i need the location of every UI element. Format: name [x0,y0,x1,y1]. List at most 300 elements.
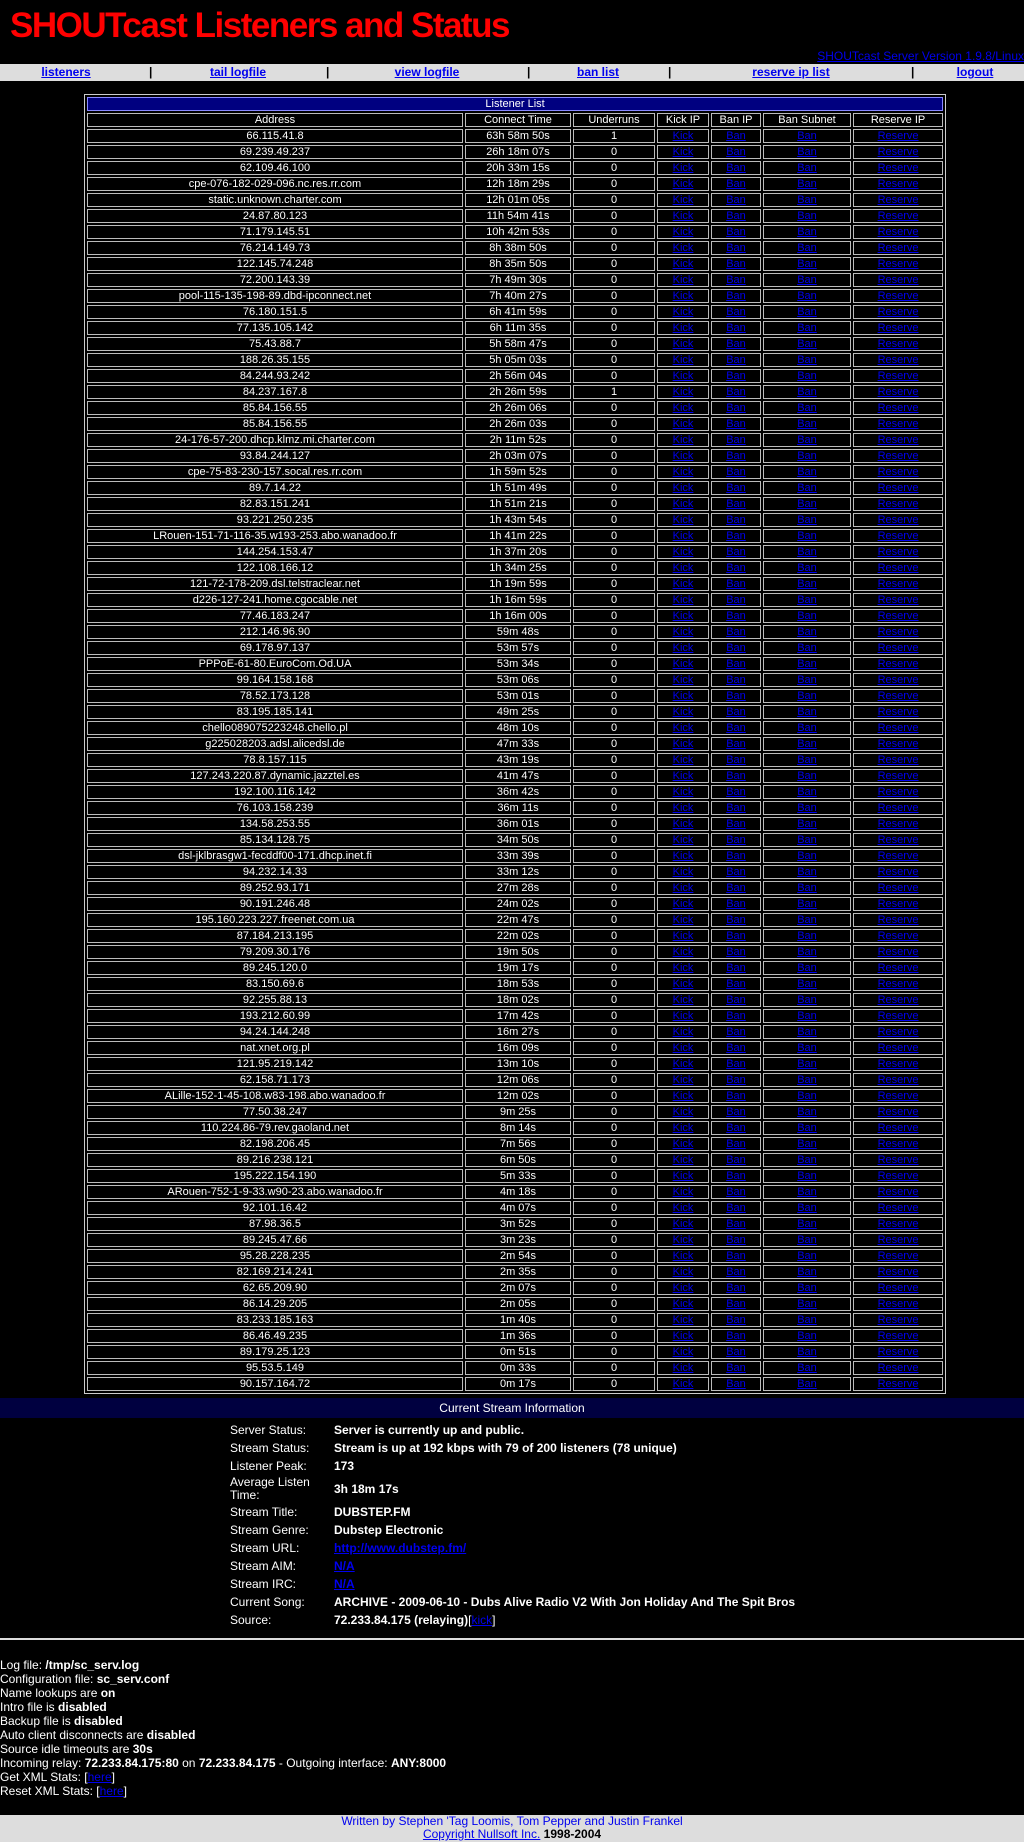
reserve-ip-link[interactable]: Reserve [877,914,919,926]
nav-listeners[interactable]: listeners [41,65,91,79]
ban-ip-link[interactable]: Ban [726,306,746,318]
ban-ip-link[interactable]: Ban [726,162,746,174]
reserve-ip-link[interactable]: Reserve [877,354,919,366]
reserve-ip-link[interactable]: Reserve [877,1250,919,1262]
ban-subnet-link[interactable]: Ban [797,1106,817,1118]
ban-ip-link[interactable]: Ban [726,386,746,398]
kick-link[interactable]: Kick [672,354,694,366]
ban-ip-link[interactable]: Ban [726,914,746,926]
reserve-ip-link[interactable]: Reserve [877,1282,919,1294]
ban-ip-link[interactable]: Ban [726,594,746,606]
ban-subnet-link[interactable]: Ban [797,178,817,190]
ban-subnet-link[interactable]: Ban [797,1074,817,1086]
ban-subnet-link[interactable]: Ban [797,242,817,254]
ban-subnet-link[interactable]: Ban [797,610,817,622]
kick-link[interactable]: Kick [672,1378,694,1390]
ban-ip-link[interactable]: Ban [726,1026,746,1038]
ban-ip-link[interactable]: Ban [726,1186,746,1198]
ban-subnet-link[interactable]: Ban [797,754,817,766]
reserve-ip-link[interactable]: Reserve [877,626,919,638]
ban-subnet-link[interactable]: Ban [797,658,817,670]
ban-ip-link[interactable]: Ban [726,578,746,590]
ban-subnet-link[interactable]: Ban [797,1362,817,1374]
kick-link[interactable]: Kick [672,1282,694,1294]
kick-link[interactable]: Kick [672,1314,694,1326]
nav-tail-logfile[interactable]: tail logfile [209,65,267,79]
kick-link[interactable]: Kick [672,1170,694,1182]
reserve-ip-link[interactable]: Reserve [877,370,919,382]
reserve-ip-link[interactable]: Reserve [877,1378,919,1390]
stream-irc-link[interactable]: N/A [334,1577,355,1591]
kick-link[interactable]: Kick [672,1042,694,1054]
reserve-ip-link[interactable]: Reserve [877,418,919,430]
ban-ip-link[interactable]: Ban [726,146,746,158]
kick-link[interactable]: Kick [672,546,694,558]
reserve-ip-link[interactable]: Reserve [877,818,919,830]
kick-link[interactable]: Kick [672,514,694,526]
reserve-ip-link[interactable]: Reserve [877,834,919,846]
kick-link[interactable]: Kick [672,338,694,350]
ban-subnet-link[interactable]: Ban [797,1218,817,1230]
reserve-ip-link[interactable]: Reserve [877,466,919,478]
ban-ip-link[interactable]: Ban [726,978,746,990]
ban-ip-link[interactable]: Ban [726,290,746,302]
kick-link[interactable]: Kick [672,306,694,318]
ban-subnet-link[interactable]: Ban [797,1154,817,1166]
ban-subnet-link[interactable]: Ban [797,834,817,846]
ban-subnet-link[interactable]: Ban [797,1122,817,1134]
reserve-ip-link[interactable]: Reserve [877,386,919,398]
ban-ip-link[interactable]: Ban [726,818,746,830]
ban-ip-link[interactable]: Ban [726,994,746,1006]
ban-ip-link[interactable]: Ban [726,898,746,910]
kick-link[interactable]: Kick [672,146,694,158]
ban-subnet-link[interactable]: Ban [797,498,817,510]
reserve-ip-link[interactable]: Reserve [877,1122,919,1134]
ban-ip-link[interactable]: Ban [726,722,746,734]
reserve-ip-link[interactable]: Reserve [877,274,919,286]
stream-url-link[interactable]: http://www.dubstep.fm/ [334,1541,467,1555]
reserve-ip-link[interactable]: Reserve [877,850,919,862]
ban-subnet-link[interactable]: Ban [797,1234,817,1246]
nav-ban-list[interactable]: ban list [576,65,620,79]
kick-link[interactable]: Kick [672,498,694,510]
ban-subnet-link[interactable]: Ban [797,690,817,702]
reserve-ip-link[interactable]: Reserve [877,770,919,782]
ban-ip-link[interactable]: Ban [726,338,746,350]
kick-link[interactable]: Kick [672,786,694,798]
kick-link[interactable]: Kick [672,914,694,926]
ban-ip-link[interactable]: Ban [726,1330,746,1342]
ban-subnet-link[interactable]: Ban [797,258,817,270]
ban-subnet-link[interactable]: Ban [797,1170,817,1182]
reserve-ip-link[interactable]: Reserve [877,1106,919,1118]
ban-subnet-link[interactable]: Ban [797,1090,817,1102]
ban-ip-link[interactable]: Ban [726,226,746,238]
ban-ip-link[interactable]: Ban [726,1042,746,1054]
ban-ip-link[interactable]: Ban [726,1314,746,1326]
kick-link[interactable]: Kick [672,594,694,606]
ban-ip-link[interactable]: Ban [726,130,746,142]
ban-subnet-link[interactable]: Ban [797,418,817,430]
ban-ip-link[interactable]: Ban [726,802,746,814]
kick-link[interactable]: Kick [672,386,694,398]
reserve-ip-link[interactable]: Reserve [877,210,919,222]
ban-subnet-link[interactable]: Ban [797,530,817,542]
kick-link[interactable]: Kick [672,530,694,542]
reserve-ip-link[interactable]: Reserve [877,738,919,750]
ban-subnet-link[interactable]: Ban [797,1298,817,1310]
kick-link[interactable]: Kick [672,1074,694,1086]
kick-link[interactable]: Kick [672,130,694,142]
kick-link[interactable]: Kick [672,290,694,302]
ban-ip-link[interactable]: Ban [726,1346,746,1358]
ban-subnet-link[interactable]: Ban [797,546,817,558]
ban-subnet-link[interactable]: Ban [797,706,817,718]
kick-link[interactable]: Kick [672,194,694,206]
reserve-ip-link[interactable]: Reserve [877,978,919,990]
ban-subnet-link[interactable]: Ban [797,290,817,302]
ban-subnet-link[interactable]: Ban [797,914,817,926]
reserve-ip-link[interactable]: Reserve [877,610,919,622]
ban-ip-link[interactable]: Ban [726,466,746,478]
ban-subnet-link[interactable]: Ban [797,434,817,446]
ban-ip-link[interactable]: Ban [726,1250,746,1262]
reserve-ip-link[interactable]: Reserve [877,882,919,894]
kick-link[interactable]: Kick [672,1218,694,1230]
ban-ip-link[interactable]: Ban [726,450,746,462]
reserve-ip-link[interactable]: Reserve [877,1010,919,1022]
nav-view-logfile[interactable]: view logfile [394,65,460,79]
ban-ip-link[interactable]: Ban [726,738,746,750]
ban-subnet-link[interactable]: Ban [797,306,817,318]
kick-link[interactable]: Kick [672,402,694,414]
stream-aim-link[interactable]: N/A [334,1559,355,1573]
ban-ip-link[interactable]: Ban [726,1362,746,1374]
ban-ip-link[interactable]: Ban [726,1154,746,1166]
ban-ip-link[interactable]: Ban [726,1010,746,1022]
kick-link[interactable]: Kick [672,1362,694,1374]
ban-ip-link[interactable]: Ban [726,242,746,254]
ban-subnet-link[interactable]: Ban [797,770,817,782]
kick-link[interactable]: Kick [672,242,694,254]
ban-ip-link[interactable]: Ban [726,834,746,846]
reserve-ip-link[interactable]: Reserve [877,754,919,766]
kick-link[interactable]: Kick [672,658,694,670]
ban-ip-link[interactable]: Ban [726,1218,746,1230]
reserve-ip-link[interactable]: Reserve [877,1026,919,1038]
reserve-ip-link[interactable]: Reserve [877,946,919,958]
kick-link[interactable]: Kick [672,946,694,958]
ban-ip-link[interactable]: Ban [726,946,746,958]
kick-link[interactable]: Kick [672,322,694,334]
ban-subnet-link[interactable]: Ban [797,786,817,798]
reserve-ip-link[interactable]: Reserve [877,178,919,190]
kick-link[interactable]: Kick [672,738,694,750]
kick-link[interactable]: Kick [672,162,694,174]
ban-subnet-link[interactable]: Ban [797,130,817,142]
reserve-ip-link[interactable]: Reserve [877,578,919,590]
kick-link[interactable]: Kick [672,1202,694,1214]
ban-subnet-link[interactable]: Ban [797,1346,817,1358]
reserve-ip-link[interactable]: Reserve [877,722,919,734]
copyright-link[interactable]: Copyright Nullsoft Inc. [422,1827,541,1841]
kick-link[interactable]: Kick [672,850,694,862]
reserve-ip-link[interactable]: Reserve [877,514,919,526]
reserve-ip-link[interactable]: Reserve [877,146,919,158]
reserve-ip-link[interactable]: Reserve [877,1362,919,1374]
kick-link[interactable]: Kick [672,418,694,430]
kick-link[interactable]: Kick [672,1154,694,1166]
ban-subnet-link[interactable]: Ban [797,194,817,206]
ban-ip-link[interactable]: Ban [726,1170,746,1182]
ban-subnet-link[interactable]: Ban [797,1138,817,1150]
kick-link[interactable]: Kick [672,898,694,910]
reserve-ip-link[interactable]: Reserve [877,1074,919,1086]
ban-subnet-link[interactable]: Ban [797,370,817,382]
ban-ip-link[interactable]: Ban [726,1202,746,1214]
reserve-ip-link[interactable]: Reserve [877,658,919,670]
nav-logout[interactable]: logout [956,65,994,79]
ban-subnet-link[interactable]: Ban [797,1282,817,1294]
nav-reserve-ip-list[interactable]: reserve ip list [752,65,830,79]
kick-link[interactable]: Kick [672,226,694,238]
kick-link[interactable]: Kick [672,770,694,782]
reserve-ip-link[interactable]: Reserve [877,530,919,542]
kick-link[interactable]: Kick [672,1186,694,1198]
ban-ip-link[interactable]: Ban [726,210,746,222]
reserve-ip-link[interactable]: Reserve [877,498,919,510]
reserve-ip-link[interactable]: Reserve [877,1266,919,1278]
ban-subnet-link[interactable]: Ban [797,898,817,910]
ban-subnet-link[interactable]: Ban [797,1330,817,1342]
ban-subnet-link[interactable]: Ban [797,1058,817,1070]
ban-subnet-link[interactable]: Ban [797,1202,817,1214]
ban-subnet-link[interactable]: Ban [797,562,817,574]
kick-link[interactable]: Kick [672,866,694,878]
ban-ip-link[interactable]: Ban [726,434,746,446]
ban-ip-link[interactable]: Ban [726,1074,746,1086]
kick-link[interactable]: Kick [672,1330,694,1342]
kick-link[interactable]: Kick [672,674,694,686]
reserve-ip-link[interactable]: Reserve [877,962,919,974]
kick-link[interactable]: Kick [672,1298,694,1310]
ban-ip-link[interactable]: Ban [726,258,746,270]
ban-subnet-link[interactable]: Ban [797,994,817,1006]
ban-ip-link[interactable]: Ban [726,1266,746,1278]
reserve-ip-link[interactable]: Reserve [877,802,919,814]
ban-subnet-link[interactable]: Ban [797,866,817,878]
ban-ip-link[interactable]: Ban [726,610,746,622]
reserve-ip-link[interactable]: Reserve [877,594,919,606]
kick-link[interactable]: Kick [672,802,694,814]
reserve-ip-link[interactable]: Reserve [877,1234,919,1246]
reserve-ip-link[interactable]: Reserve [877,1058,919,1070]
ban-ip-link[interactable]: Ban [726,882,746,894]
kick-link[interactable]: Kick [672,978,694,990]
reserve-ip-link[interactable]: Reserve [877,194,919,206]
ban-subnet-link[interactable]: Ban [797,962,817,974]
reserve-ip-link[interactable]: Reserve [877,1314,919,1326]
kick-link[interactable]: Kick [672,626,694,638]
reserve-ip-link[interactable]: Reserve [877,1186,919,1198]
ban-subnet-link[interactable]: Ban [797,1314,817,1326]
ban-subnet-link[interactable]: Ban [797,386,817,398]
ban-subnet-link[interactable]: Ban [797,882,817,894]
ban-subnet-link[interactable]: Ban [797,1266,817,1278]
ban-subnet-link[interactable]: Ban [797,402,817,414]
ban-subnet-link[interactable]: Ban [797,162,817,174]
reserve-ip-link[interactable]: Reserve [877,1330,919,1342]
reserve-ip-link[interactable]: Reserve [877,930,919,942]
kick-link[interactable]: Kick [672,642,694,654]
reserve-ip-link[interactable]: Reserve [877,290,919,302]
ban-ip-link[interactable]: Ban [726,1058,746,1070]
ban-subnet-link[interactable]: Ban [797,226,817,238]
ban-subnet-link[interactable]: Ban [797,738,817,750]
kick-link[interactable]: Kick [672,1266,694,1278]
reserve-ip-link[interactable]: Reserve [877,338,919,350]
ban-subnet-link[interactable]: Ban [797,626,817,638]
ban-subnet-link[interactable]: Ban [797,594,817,606]
reserve-ip-link[interactable]: Reserve [877,434,919,446]
reserve-ip-link[interactable]: Reserve [877,450,919,462]
ban-ip-link[interactable]: Ban [726,514,746,526]
ban-ip-link[interactable]: Ban [726,1282,746,1294]
ban-subnet-link[interactable]: Ban [797,1026,817,1038]
ban-ip-link[interactable]: Ban [726,1298,746,1310]
ban-ip-link[interactable]: Ban [726,1378,746,1390]
kick-link[interactable]: Kick [672,882,694,894]
ban-ip-link[interactable]: Ban [726,962,746,974]
reserve-ip-link[interactable]: Reserve [877,1346,919,1358]
ban-ip-link[interactable]: Ban [726,1106,746,1118]
reserve-ip-link[interactable]: Reserve [877,706,919,718]
ban-ip-link[interactable]: Ban [726,850,746,862]
kick-link[interactable]: Kick [672,834,694,846]
kick-link[interactable]: Kick [672,1026,694,1038]
ban-ip-link[interactable]: Ban [726,690,746,702]
kick-link[interactable]: Kick [672,274,694,286]
reserve-ip-link[interactable]: Reserve [877,226,919,238]
kick-link[interactable]: Kick [672,1090,694,1102]
ban-ip-link[interactable]: Ban [726,530,746,542]
ban-ip-link[interactable]: Ban [726,322,746,334]
get-xml-stats-link[interactable]: here [87,1770,112,1784]
reset-xml-stats-link[interactable]: here [99,1784,124,1798]
ban-ip-link[interactable]: Ban [726,754,746,766]
ban-ip-link[interactable]: Ban [726,370,746,382]
reserve-ip-link[interactable]: Reserve [877,1170,919,1182]
ban-ip-link[interactable]: Ban [726,418,746,430]
ban-subnet-link[interactable]: Ban [797,722,817,734]
reserve-ip-link[interactable]: Reserve [877,402,919,414]
kick-link[interactable]: Kick [672,370,694,382]
ban-ip-link[interactable]: Ban [726,546,746,558]
kick-link[interactable]: Kick [672,962,694,974]
reserve-ip-link[interactable]: Reserve [877,130,919,142]
ban-ip-link[interactable]: Ban [726,642,746,654]
ban-ip-link[interactable]: Ban [726,402,746,414]
kick-link[interactable]: Kick [672,818,694,830]
kick-link[interactable]: Kick [672,434,694,446]
ban-ip-link[interactable]: Ban [726,674,746,686]
ban-ip-link[interactable]: Ban [726,1138,746,1150]
server-version-link[interactable]: SHOUTcast Server Version 1.9.8/Linux [817,49,1024,63]
reserve-ip-link[interactable]: Reserve [877,690,919,702]
ban-subnet-link[interactable]: Ban [797,818,817,830]
reserve-ip-link[interactable]: Reserve [877,898,919,910]
ban-ip-link[interactable]: Ban [726,194,746,206]
ban-subnet-link[interactable]: Ban [797,946,817,958]
kick-link[interactable]: Kick [672,482,694,494]
kick-link[interactable]: Kick [672,562,694,574]
kick-link[interactable]: Kick [672,466,694,478]
reserve-ip-link[interactable]: Reserve [877,866,919,878]
kick-link[interactable]: Kick [672,1234,694,1246]
reserve-ip-link[interactable]: Reserve [877,1154,919,1166]
ban-ip-link[interactable]: Ban [726,658,746,670]
kick-link[interactable]: Kick [672,1010,694,1022]
kick-link[interactable]: Kick [672,1138,694,1150]
ban-ip-link[interactable]: Ban [726,1090,746,1102]
ban-ip-link[interactable]: Ban [726,354,746,366]
reserve-ip-link[interactable]: Reserve [877,306,919,318]
ban-subnet-link[interactable]: Ban [797,514,817,526]
kick-link[interactable]: Kick [672,690,694,702]
kick-link[interactable]: Kick [672,1346,694,1358]
ban-subnet-link[interactable]: Ban [797,466,817,478]
reserve-ip-link[interactable]: Reserve [877,994,919,1006]
reserve-ip-link[interactable]: Reserve [877,562,919,574]
source-kick-link[interactable]: kick [471,1613,493,1627]
ban-subnet-link[interactable]: Ban [797,354,817,366]
ban-subnet-link[interactable]: Ban [797,1010,817,1022]
ban-ip-link[interactable]: Ban [726,1122,746,1134]
kick-link[interactable]: Kick [672,1250,694,1262]
ban-subnet-link[interactable]: Ban [797,642,817,654]
ban-ip-link[interactable]: Ban [726,770,746,782]
ban-subnet-link[interactable]: Ban [797,322,817,334]
kick-link[interactable]: Kick [672,258,694,270]
kick-link[interactable]: Kick [672,210,694,222]
ban-subnet-link[interactable]: Ban [797,1042,817,1054]
reserve-ip-link[interactable]: Reserve [877,1218,919,1230]
kick-link[interactable]: Kick [672,450,694,462]
kick-link[interactable]: Kick [672,930,694,942]
reserve-ip-link[interactable]: Reserve [877,642,919,654]
ban-subnet-link[interactable]: Ban [797,1186,817,1198]
reserve-ip-link[interactable]: Reserve [877,322,919,334]
ban-ip-link[interactable]: Ban [726,866,746,878]
ban-subnet-link[interactable]: Ban [797,338,817,350]
ban-ip-link[interactable]: Ban [726,274,746,286]
ban-subnet-link[interactable]: Ban [797,674,817,686]
reserve-ip-link[interactable]: Reserve [877,258,919,270]
ban-ip-link[interactable]: Ban [726,930,746,942]
reserve-ip-link[interactable]: Reserve [877,786,919,798]
kick-link[interactable]: Kick [672,754,694,766]
reserve-ip-link[interactable]: Reserve [877,1202,919,1214]
ban-subnet-link[interactable]: Ban [797,274,817,286]
reserve-ip-link[interactable]: Reserve [877,1042,919,1054]
ban-subnet-link[interactable]: Ban [797,978,817,990]
reserve-ip-link[interactable]: Reserve [877,1298,919,1310]
ban-ip-link[interactable]: Ban [726,178,746,190]
ban-ip-link[interactable]: Ban [726,498,746,510]
kick-link[interactable]: Kick [672,1058,694,1070]
ban-ip-link[interactable]: Ban [726,482,746,494]
